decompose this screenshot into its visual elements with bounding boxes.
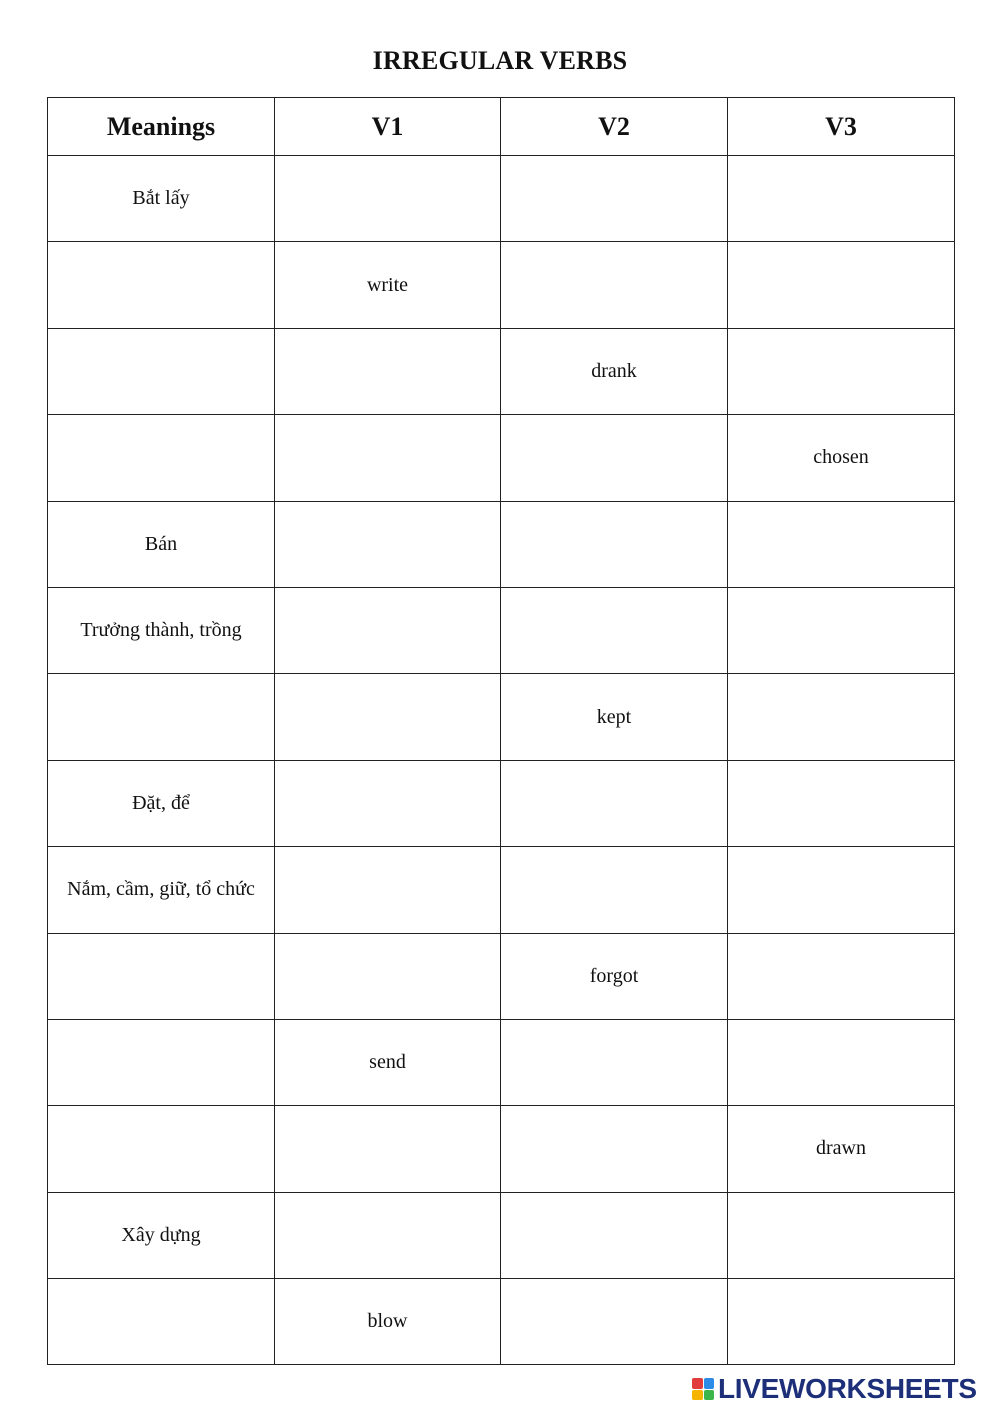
cell-v1: send — [275, 1019, 501, 1105]
cell-v2: kept — [501, 674, 728, 760]
cell-meaning: Trưởng thành, trồng — [48, 587, 275, 673]
cell-v3[interactable] — [728, 1019, 955, 1105]
cell-v3[interactable] — [728, 587, 955, 673]
cell-v3[interactable] — [728, 1192, 955, 1278]
cell-v2[interactable] — [501, 760, 728, 846]
cell-meaning[interactable] — [48, 328, 275, 414]
cell-v3[interactable] — [728, 156, 955, 242]
table-row — [48, 1106, 955, 1192]
cell-v2[interactable] — [501, 1192, 728, 1278]
cell-meaning: Bán — [48, 501, 275, 587]
cell-v1: blow — [275, 1279, 501, 1365]
table-row — [48, 1019, 955, 1105]
cell-meaning: Bắt lấy — [48, 156, 275, 242]
cell-v3[interactable] — [728, 1279, 955, 1365]
logo-icon — [692, 1378, 714, 1400]
cell-v2[interactable] — [501, 1279, 728, 1365]
table-row — [48, 760, 955, 846]
cell-v2[interactable] — [501, 1106, 728, 1192]
table-header-row — [48, 98, 955, 156]
cell-v3: chosen — [728, 415, 955, 501]
table-row — [48, 1279, 955, 1365]
cell-v2: forgot — [501, 933, 728, 1019]
table-row — [48, 242, 955, 328]
cell-meaning[interactable] — [48, 415, 275, 501]
cell-meaning[interactable] — [48, 1019, 275, 1105]
cell-v3[interactable] — [728, 933, 955, 1019]
cell-v3[interactable] — [728, 847, 955, 933]
table-row — [48, 1192, 955, 1278]
cell-v2[interactable] — [501, 415, 728, 501]
cell-v2[interactable] — [501, 501, 728, 587]
cell-v3[interactable] — [728, 760, 955, 846]
cell-v1[interactable] — [275, 847, 501, 933]
liveworksheets-logo — [692, 1373, 977, 1405]
cell-meaning: Nắm, cầm, giữ, tổ chức — [48, 847, 275, 933]
cell-v1: write — [275, 242, 501, 328]
logo-text: LIVEWORKSHEETS — [718, 1373, 977, 1404]
cell-meaning[interactable] — [48, 674, 275, 760]
cell-v3[interactable] — [728, 242, 955, 328]
cell-meaning[interactable] — [48, 1279, 275, 1365]
irregular-verbs-table — [47, 97, 955, 1365]
cell-v2[interactable] — [501, 242, 728, 328]
cell-v3: drawn — [728, 1106, 955, 1192]
cell-meaning: Xây dựng — [48, 1192, 275, 1278]
header-meanings: Meanings — [48, 98, 275, 156]
cell-v3[interactable] — [728, 501, 955, 587]
cell-v2[interactable] — [501, 1019, 728, 1105]
cell-v1[interactable] — [275, 1192, 501, 1278]
cell-v2[interactable] — [501, 847, 728, 933]
cell-meaning[interactable] — [48, 933, 275, 1019]
cell-v1[interactable] — [275, 501, 501, 587]
table-row — [48, 156, 955, 242]
header-v2: V2 — [501, 98, 728, 156]
table-row — [48, 501, 955, 587]
cell-v1[interactable] — [275, 933, 501, 1019]
cell-v1[interactable] — [275, 415, 501, 501]
table-row — [48, 933, 955, 1019]
cell-v1[interactable] — [275, 587, 501, 673]
cell-v1[interactable] — [275, 674, 501, 760]
cell-v3[interactable] — [728, 674, 955, 760]
cell-v1[interactable] — [275, 156, 501, 242]
cell-v3[interactable] — [728, 328, 955, 414]
table-row — [48, 415, 955, 501]
table-row — [48, 587, 955, 673]
cell-v2[interactable] — [501, 156, 728, 242]
page-title: IRREGULAR VERBS — [372, 46, 628, 75]
cell-v1[interactable] — [275, 760, 501, 846]
table-row — [48, 847, 955, 933]
table-row — [48, 674, 955, 760]
header-v1: V1 — [275, 98, 501, 156]
cell-v2: drank — [501, 328, 728, 414]
cell-v1[interactable] — [275, 328, 501, 414]
table-row — [48, 328, 955, 414]
cell-meaning[interactable] — [48, 242, 275, 328]
cell-v1[interactable] — [275, 1106, 501, 1192]
cell-meaning: Đặt, để — [48, 760, 275, 846]
cell-meaning[interactable] — [48, 1106, 275, 1192]
cell-v2[interactable] — [501, 587, 728, 673]
header-v3: V3 — [728, 98, 955, 156]
